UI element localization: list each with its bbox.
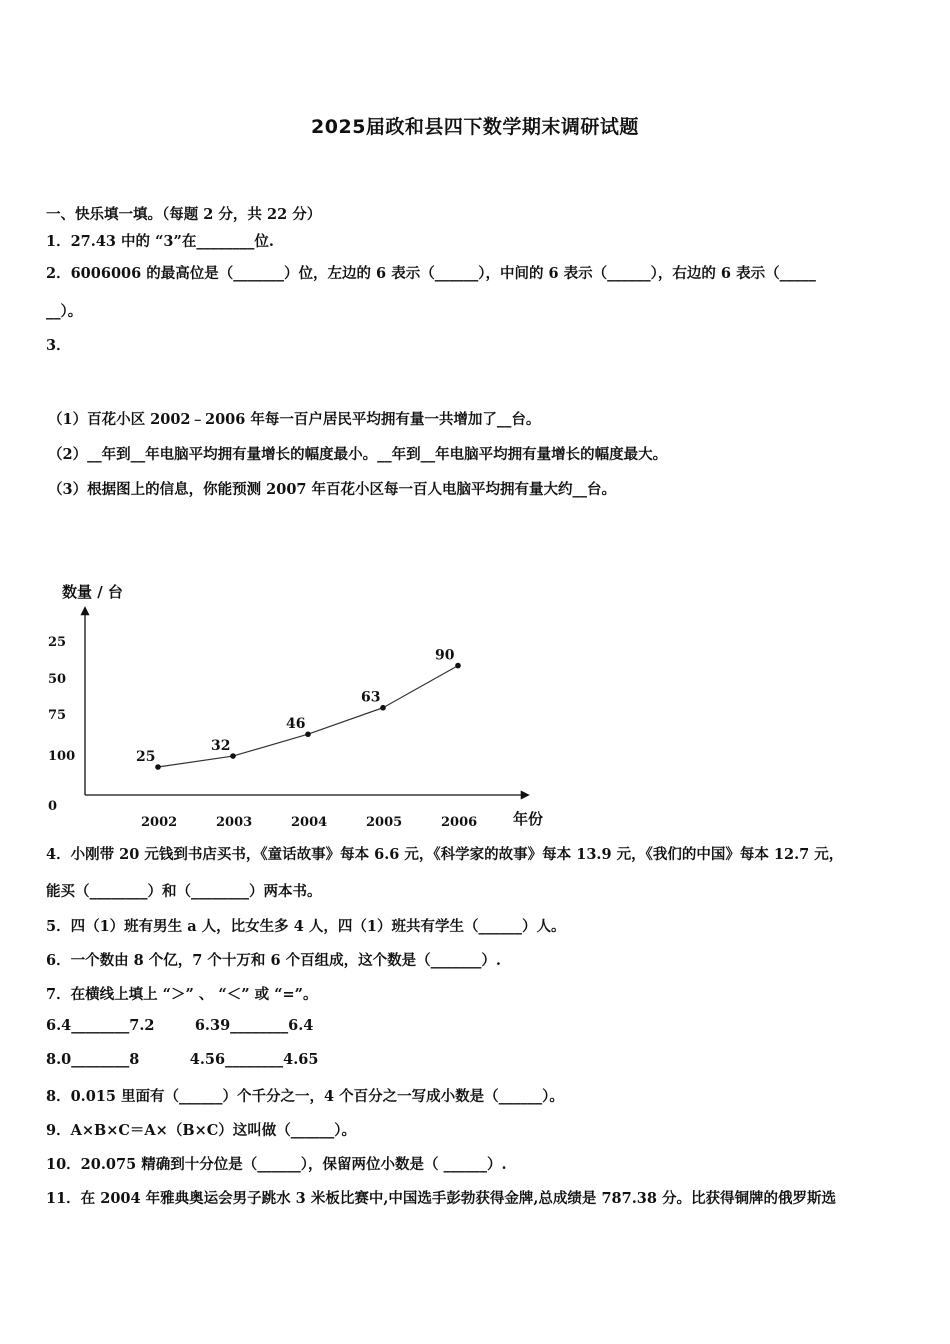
- question-10: 10．20.075 精确到十分位是（______），保留两位小数是（ ______）.: [46, 1156, 507, 1173]
- x-tick-label: 2003: [216, 815, 253, 830]
- data-point: [155, 764, 161, 770]
- question-3-part-3: （3）根据图上的信息，你能预测 2007 年百花小区每一百人电脑平均拥有量大约__台。: [48, 481, 617, 498]
- data-point: [230, 753, 236, 759]
- y-axis-label: 数量 / 台: [62, 583, 123, 601]
- question-4-line-1: 4．小刚带 20 元钱到书店买书，《童话故事》每本 6.6 元，《科学家的故事》每本 13.9 元，《我们的中国》每本 12.7 元，: [46, 846, 844, 863]
- question-7-row-2: 8.0________8 4.56________4.65: [46, 1051, 319, 1068]
- question-3: 3．: [46, 337, 71, 354]
- page-title: 2025届政和县四下数学期末调研试题: [311, 116, 639, 138]
- data-label: 25: [136, 749, 156, 765]
- y-tick-label: 75: [48, 708, 67, 723]
- y-tick-label: 0: [48, 799, 58, 814]
- question-2-line-1: 2．6006006 的最高位是（_______）位，左边的 6 表示（______），中间的 6 表示（______），右边的 6 表示（_____: [46, 265, 816, 282]
- section-heading: 一、快乐填一填。（每题 2 分，共 22 分）: [46, 206, 322, 223]
- question-1: 1．27.43 中的 “3”在________位.: [46, 233, 274, 250]
- data-label: 46: [286, 716, 306, 733]
- y-tick-label: 100: [48, 749, 76, 764]
- x-tick-label: 2005: [366, 815, 403, 830]
- y-tick-label: 25: [48, 635, 67, 650]
- question-3-part-2: （2）__年到__年电脑平均拥有量增长的幅度最小。__年到__年电脑平均拥有量增长的幅度最大。: [48, 446, 668, 463]
- question-9: 9．A×B×C＝A×（B×C）这叫做（______）。: [46, 1122, 357, 1139]
- x-tick-label: 2004: [291, 815, 328, 830]
- question-7: 7．在横线上填上 “＞” 、 “＜” 或 “=”。: [46, 986, 318, 1003]
- data-point: [305, 731, 311, 737]
- question-5: 5．四（1）班有男生 a 人，比女生多 4 人，四（1）班共有学生（______）人。: [46, 918, 566, 935]
- question-7-row-1: 6.4________7.2 6.39________6.4: [46, 1017, 314, 1034]
- question-6: 6．一个数由 8 个亿，7 个十万和 6 个百组成，这个数是（_______）.: [46, 952, 501, 969]
- question-4-line-2: 能买（________）和（________）两本书。: [46, 883, 322, 900]
- data-label: 63: [361, 689, 381, 706]
- question-3-part-1: （1）百花小区 2002﹣2006 年每一百户居民平均拥有量一共增加了__台。: [48, 411, 541, 428]
- question-8: 8．0.015 里面有（______）个千分之一，4 个百分之一写成小数是（______）。: [46, 1088, 564, 1105]
- data-point: [455, 663, 461, 669]
- question-2-line-2: __）。: [46, 303, 83, 320]
- data-label: 90: [435, 647, 455, 664]
- x-axis-label: 年份: [513, 810, 544, 828]
- question-11: 11．在 2004 年雅典奥运会男子跳水 3 米板比赛中,中国选手彭勃获得金牌,总成绩是 787.38 分。比获得铜牌的俄罗斯选: [46, 1190, 836, 1207]
- series-line: [158, 666, 458, 767]
- data-point: [380, 705, 386, 711]
- data-label: 32: [211, 738, 231, 755]
- line-chart: [40, 570, 560, 840]
- y-tick-label: 50: [48, 672, 67, 687]
- x-tick-label: 2002: [141, 815, 178, 830]
- x-tick-label: 2006: [441, 815, 478, 830]
